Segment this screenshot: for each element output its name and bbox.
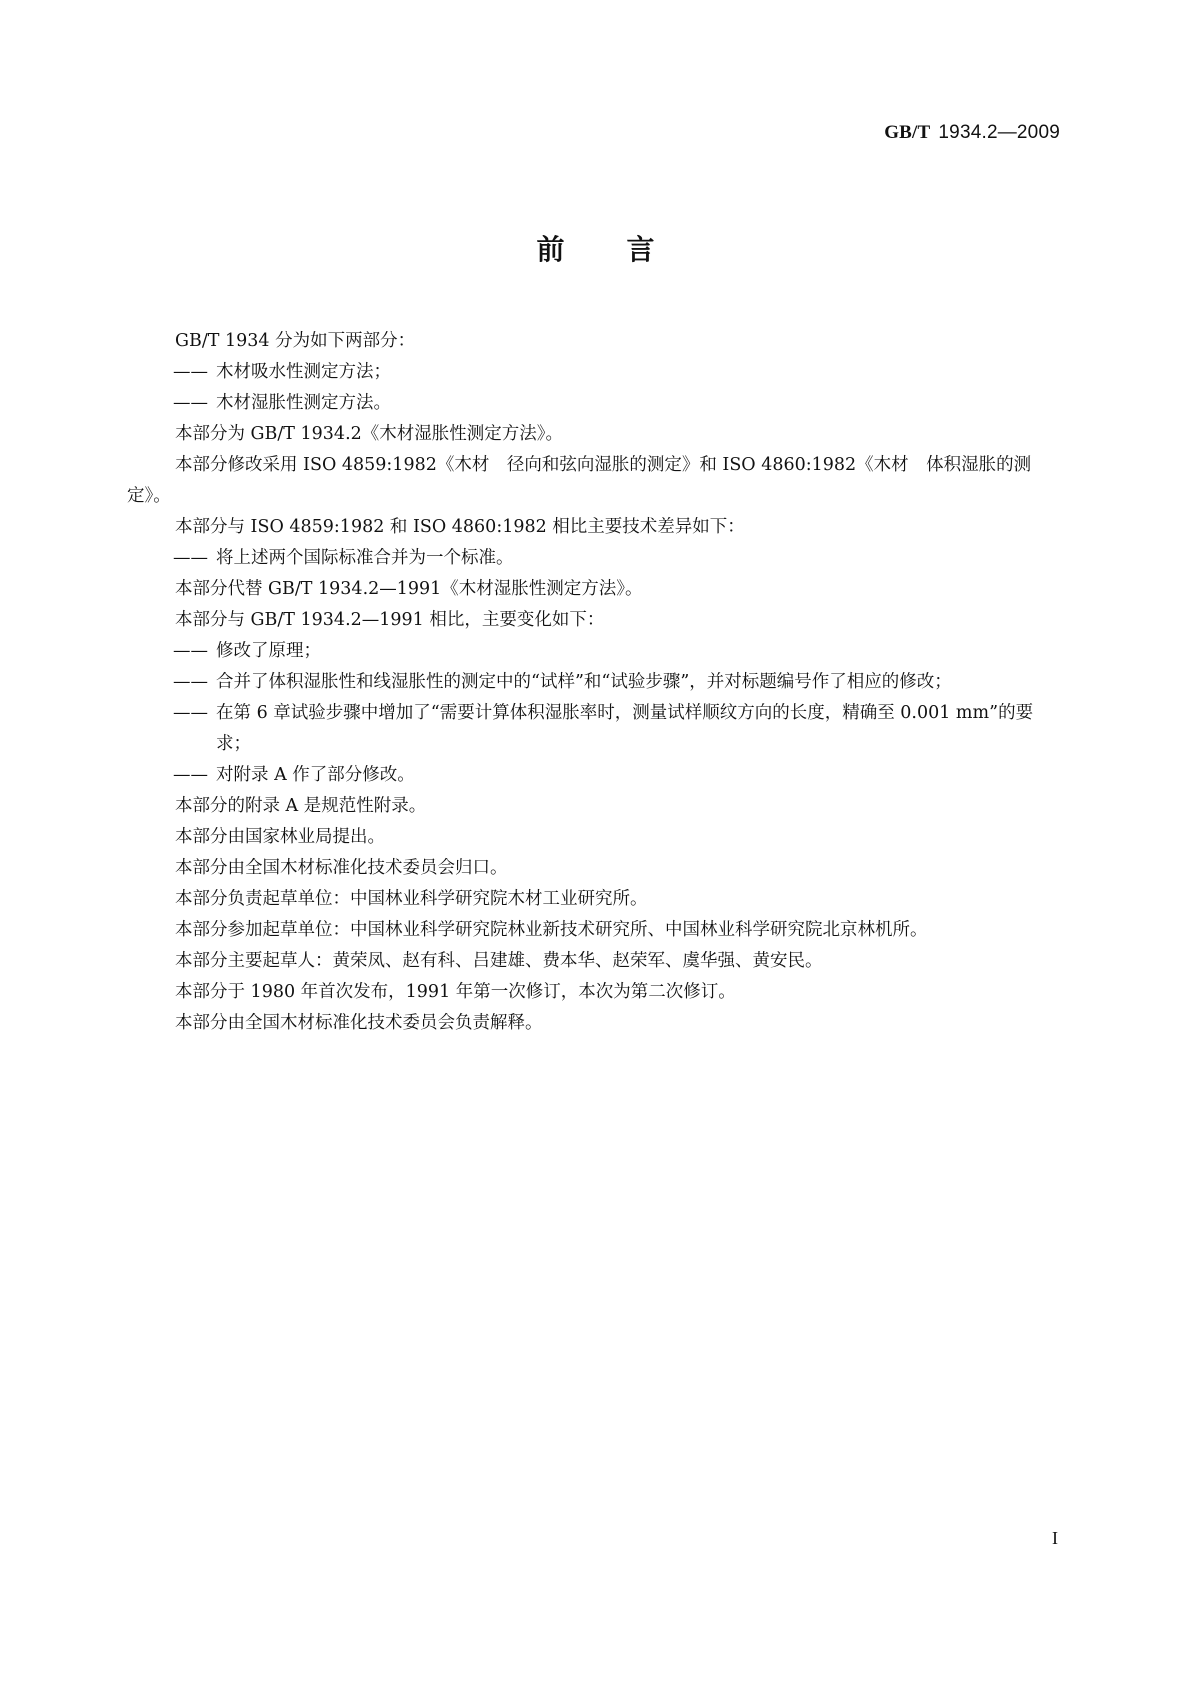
paragraph: 本部分由全国木材标准化技术委员会归口。 xyxy=(175,858,508,878)
dash-mark: —— xyxy=(173,672,208,692)
list-item xyxy=(127,698,1065,760)
paragraph: 本部分代替 GB/T 1934.2—1991《木材湿胀性测定方法》。 xyxy=(175,579,643,599)
dash-mark: —— xyxy=(173,362,208,382)
page-title xyxy=(0,228,1191,268)
dash-mark: —— xyxy=(173,393,208,413)
paragraph: 本部分参加起草单位：中国林业科学研究院林业新技术研究所、中国林业科学研究院北京林机所。 xyxy=(175,920,928,940)
dash-mark: —— xyxy=(173,765,208,785)
paragraph: 本部分于 1980 年首次发布，1991 年第一次修订，本次为第二次修订。 xyxy=(175,982,736,1002)
list-item xyxy=(127,667,1065,698)
list-item xyxy=(127,636,1065,667)
foreword-body xyxy=(127,326,1065,1039)
paragraph: GB/T 1934 分为如下两部分： xyxy=(175,331,416,351)
standard-code: 1934.2—2009 xyxy=(938,122,1060,143)
standard-prefix: GB/T xyxy=(884,122,931,143)
list-item-text: 合并了体积湿胀性和线湿胀性的测定中的“试样”和“试验步骤”，并对标题编号作了相应的修改； xyxy=(216,672,952,692)
paragraph: 本部分主要起草人：黄荣凤、赵有科、吕建雄、费本华、赵荣军、虞华强、黄安民。 xyxy=(175,951,823,971)
list-item xyxy=(127,388,1065,419)
paragraph: 本部分负责起草单位：中国林业科学研究院木材工业研究所。 xyxy=(175,889,648,909)
paragraph: 本部分修改采用 ISO 4859:1982《木材 径向和弦向湿胀的测定》和 ISO 4860:1982《木材 体积湿胀的测定》。 xyxy=(127,455,1032,506)
title-char-2: 言 xyxy=(626,233,655,266)
list-item xyxy=(127,357,1065,388)
list-item-text: 对附录 A 作了部分修改。 xyxy=(216,765,415,785)
list-item-text: 修改了原理； xyxy=(216,641,321,661)
list-item xyxy=(127,543,1065,574)
list-item-text: 在第 6 章试验步骤中增加了“需要计算体积湿胀率时，测量试样顺纹方向的长度，精确至 0.001 mm”的要求； xyxy=(216,703,1034,754)
paragraph: 本部分由国家林业局提出。 xyxy=(175,827,385,847)
paragraph: 本部分的附录 A 是规范性附录。 xyxy=(175,796,427,816)
paragraph: 本部分与 GB/T 1934.2—1991 相比，主要变化如下： xyxy=(175,610,605,630)
list-item-text: 木材湿胀性测定方法。 xyxy=(216,393,391,413)
page-number: I xyxy=(1052,1528,1058,1548)
dash-mark: —— xyxy=(173,641,208,661)
dash-mark: —— xyxy=(173,703,208,723)
paragraph: 本部分由全国木材标准化技术委员会负责解释。 xyxy=(175,1013,543,1033)
list-item-text: 木材吸水性测定方法； xyxy=(216,362,391,382)
paragraph: 本部分与 ISO 4859:1982 和 ISO 4860:1982 相比主要技术差异如下： xyxy=(175,517,745,537)
list-item-text: 将上述两个国际标准合并为一个标准。 xyxy=(216,548,514,568)
standard-number-header xyxy=(884,122,1060,144)
list-item xyxy=(127,760,1065,791)
paragraph: 本部分为 GB/T 1934.2《木材湿胀性测定方法》。 xyxy=(175,424,564,444)
dash-mark: —— xyxy=(173,548,208,568)
title-char-1: 前 xyxy=(536,233,565,266)
